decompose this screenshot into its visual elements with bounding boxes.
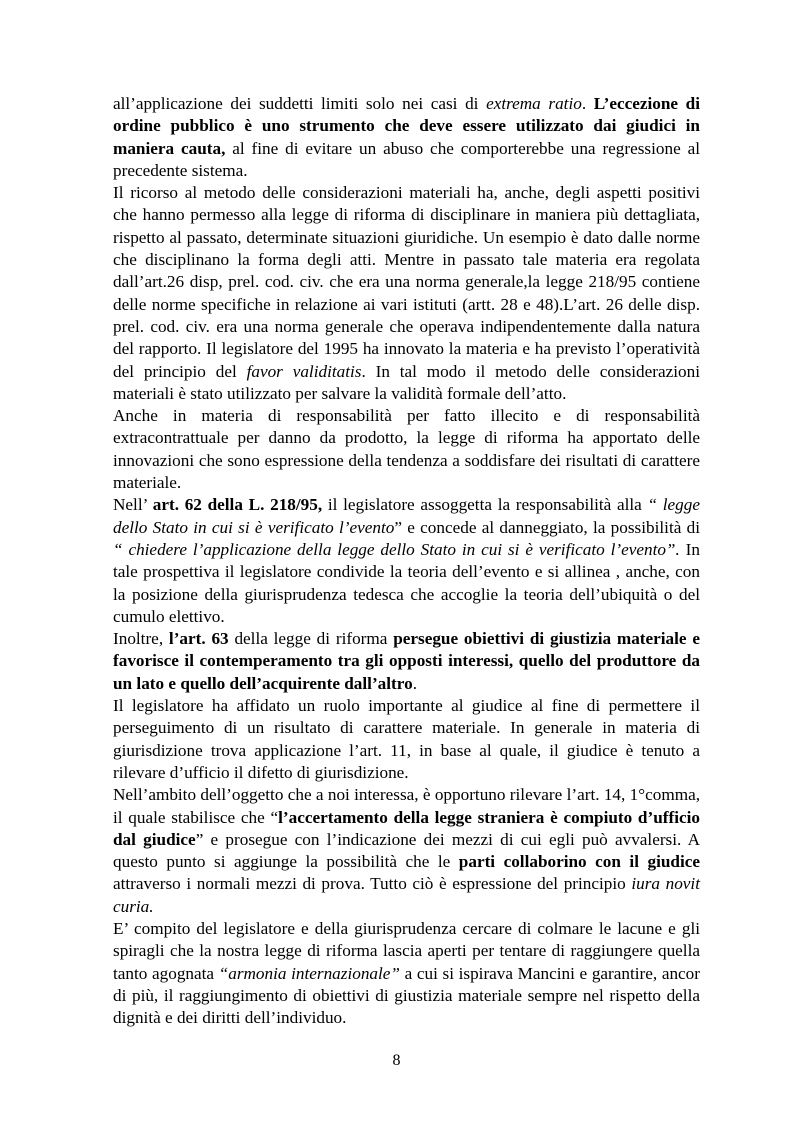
text-run-italic: “ legge dello Stato in cui si è verificato l’evento <box>113 495 700 537</box>
text-run: . <box>412 673 417 693</box>
paragraph <box>113 182 700 405</box>
text-run-italic: “ chiedere l’applicazione della legge dello Stato in cui si è verificato l’evento”. <box>113 539 680 559</box>
text-run-bold: l’art. 63 <box>168 629 229 649</box>
text-run: ” e prosegue con l’indicazione dei mezzi di cui egli può avvalersi. A questo punto si aggiunge la possibilità che le <box>113 829 701 872</box>
paragraph <box>113 628 700 695</box>
text-run: Nell’ambito dell’oggetto che a noi interessa, è opportuno rilevare l’art. 14, 1°comma, il quale stabilisce che “ <box>113 785 700 827</box>
text-run: all’applicazione dei suddetti limiti solo nei casi di <box>113 94 487 113</box>
text-run: E’ compito del legislatore e della giurisprudenza cercare di colmare le lacune e gli spiragli che la nostra legge di riforma lascia aperti per tentare di raggiungere quella tanto agognata <box>113 918 700 983</box>
text-run: Il legislatore ha affidato un ruolo importante al giudice al fine di permettere il perseguimento di un risultato di carattere materiale. In generale in materia di giurisdizione trova applicazione l’art. 11, in base al quale, il giudice è tenuto a rilevare d’ufficio il difetto di giurisdizione. <box>113 696 700 782</box>
text-run: . <box>581 94 594 113</box>
paragraph <box>113 405 700 494</box>
paragraph <box>113 695 700 784</box>
text-run: il legislatore assoggetta la responsabilità alla <box>322 495 648 515</box>
text-run: In tale prospettiva il legislatore condivide la teoria dell’evento e si allinea , anche, con la posizione della giurisprudenza tedesca che accoglie la teoria dell’ubiquità o del cumulo elettivo. <box>113 539 700 626</box>
text-run-bold: art. 62 della L. 218/95, <box>152 495 323 515</box>
page-number: 8 <box>392 1052 401 1069</box>
text-run-italic: extrema ratio <box>486 94 582 113</box>
paragraph <box>113 918 700 1029</box>
text-run-bold: L’eccezione di ordine pubblico è uno strumento che deve essere utilizzato dai giudici in maniera cauta, <box>113 94 701 158</box>
text-run-bold: persegue obiettivi di giustizia materiale e favorisce il contemperamento tra gli opposti interessi, quello del produttore da un lato e quello dell’acquirente dall’altro <box>113 629 700 693</box>
text-run: ” e concede al danneggiato, la possibilità di <box>394 517 700 537</box>
paragraph <box>113 93 700 182</box>
text-run: a cui si ispirava Mancini e garantire, ancor di più, il raggiungimento di obiettivi di giustizia materiale sempre nel rispetto della dignità e dei diritti dell’individuo. <box>113 963 700 1028</box>
text-run: . In tal modo il metodo delle considerazioni materiali è stato utilizzato per salvare la validità formale dell’atto. <box>113 361 701 403</box>
text-run: al fine di evitare un abuso che comporterebbe una regressione al precedente sistema. <box>113 138 700 180</box>
text-run-bold: parti collaborino con il giudice <box>458 852 700 872</box>
text-run-italic: “armonia internazionale” <box>218 963 400 983</box>
text-run: della legge di riforma <box>228 629 394 649</box>
page-body <box>113 93 700 1029</box>
text-run: Nell’ <box>113 495 153 515</box>
text-run: Il ricorso al metodo delle considerazioni materiali ha, anche, degli aspetti positivi che hanno permesso alla legge di riforma di disciplinare in maniera più dettagliata, rispetto al passato, determinate situazioni giuridiche. Un esempio è dato dalle norme che disciplinano la forma degli atti. Mentre in passato tale materia era regolata dall’art.26 disp, prel. cod. civ. che era una norma generale,la legge 218/95 contiene delle norme specifiche in relazione ai vari istituti (artt. 28 e 48).L’art. 26 delle disp. prel. cod. civ. era una norma generale che operava indipendentemente dalla natura del rapporto. Il legislatore del 1995 ha innovato la materia e ha previsto l’operatività del principio del <box>113 183 700 381</box>
text-run: Inoltre, <box>113 629 169 649</box>
text-run-bold: l’accertamento della legge straniera è compiuto d’ufficio dal giudice <box>113 807 700 849</box>
text-run-italic: favor validitatis <box>246 361 362 381</box>
text-run: attraverso i normali mezzi di prova. Tutto ciò è espressione del principio <box>113 874 632 894</box>
paragraph <box>113 494 700 628</box>
paragraph <box>113 784 700 918</box>
text-run: Anche in materia di responsabilità per fatto illecito e di responsabilità extracontrattuale per danno da prodotto, la legge di riforma ha apportato delle innovazioni che sono espressione della tendenza a soddisfare dei risultati di carattere materiale. <box>113 406 700 493</box>
text-run-italic: iura novit curia. <box>113 874 700 916</box>
